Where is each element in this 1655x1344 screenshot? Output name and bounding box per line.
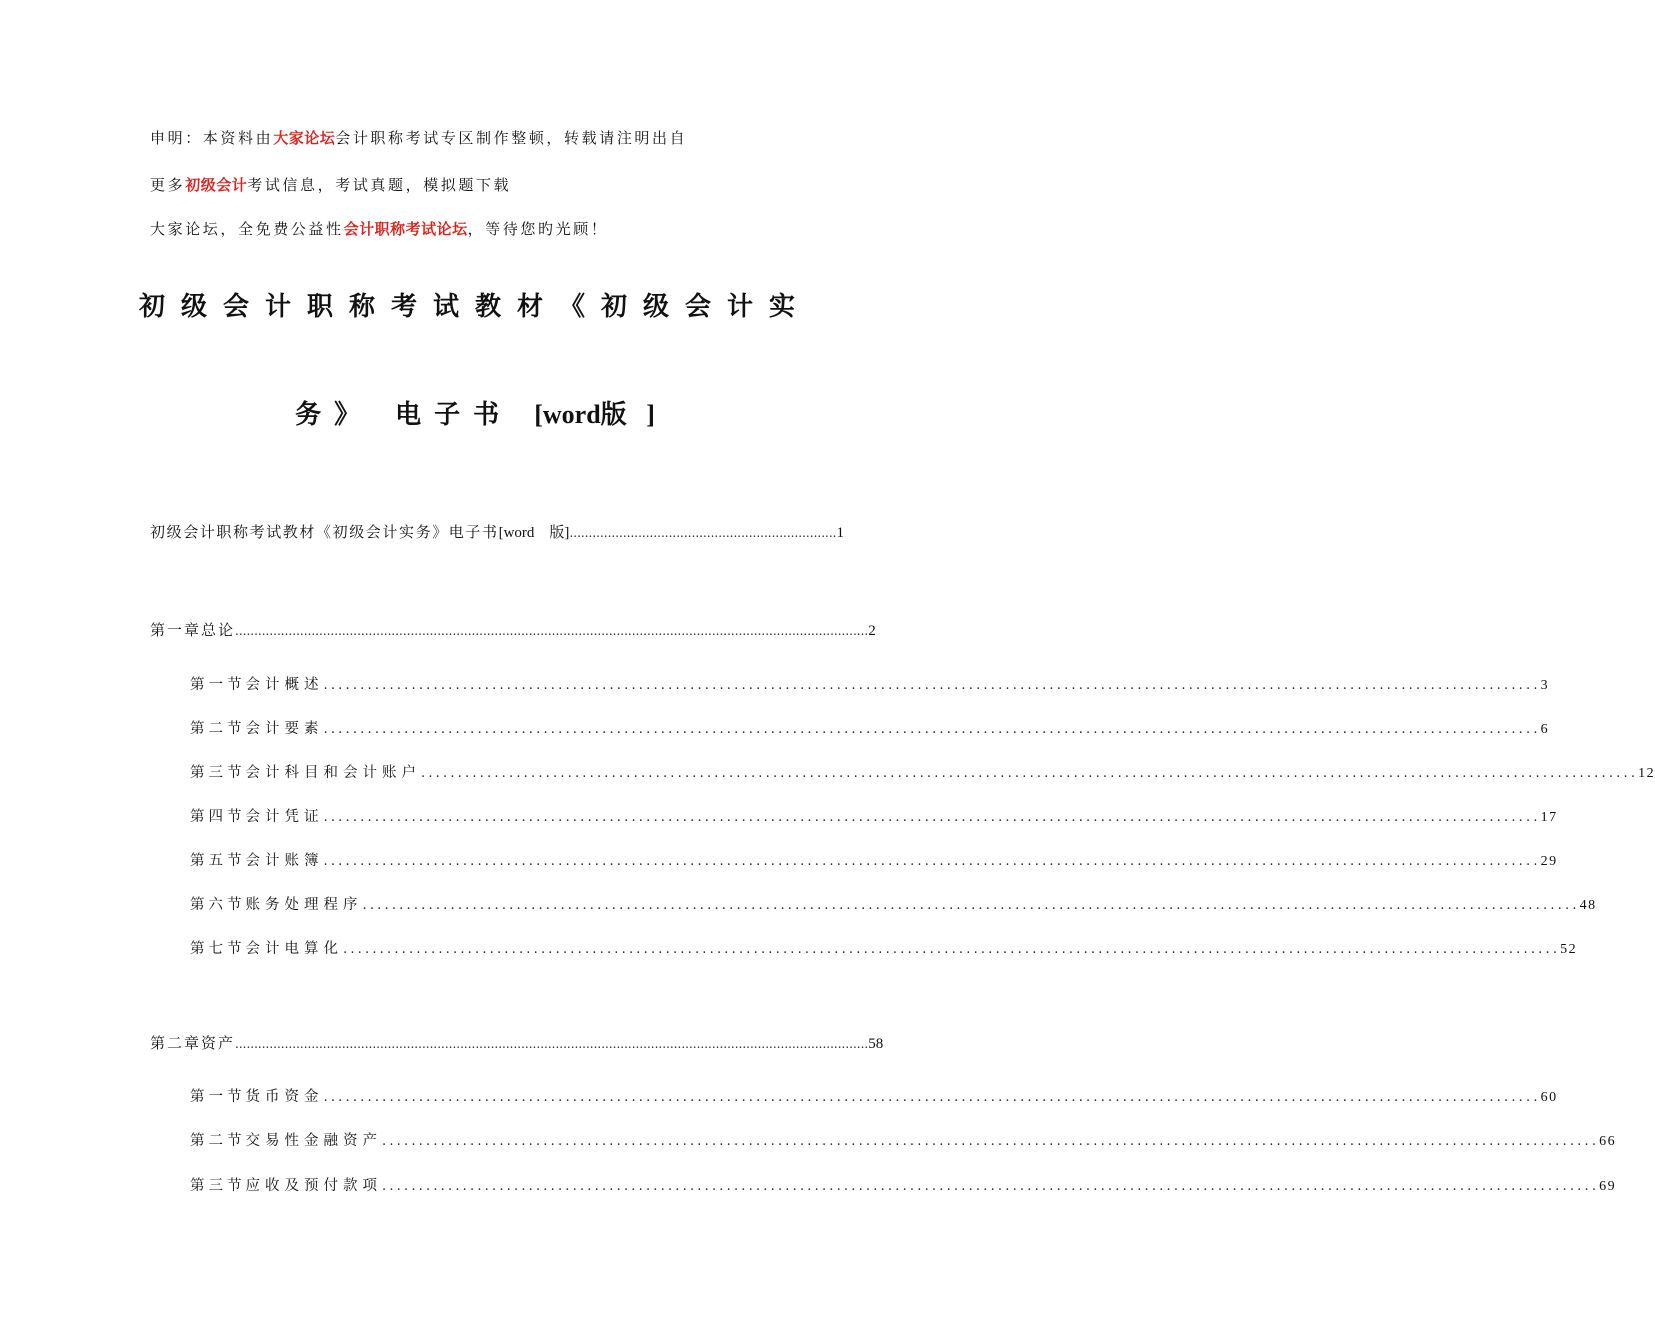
toc-section-2-1[interactable] [190,1085,1558,1106]
title-text: 务》 电子书 [295,400,535,430]
section-name: 货币资金 [245,1089,324,1105]
toc-leader-dots: ...................................................................................................................................................................... [382,1179,1600,1194]
title-text: 版 [600,400,640,430]
notice-text: 考试信息，考试真题，模拟题下载 [247,176,512,194]
toc-page-number: 6 [1540,722,1550,737]
title-text: ] [639,400,655,429]
toc-leader-dots: ...................................................................................................................................................................... [382,1134,1600,1149]
toc-page-number: 17 [1540,810,1558,825]
section-number: 第一节 [190,677,246,693]
toc-section-1-1[interactable] [190,673,1550,694]
toc-section-1-4[interactable] [190,805,1558,826]
section-number: 第一节 [190,1089,246,1105]
section-number: 第二节 [190,721,246,737]
chapter-name: 资产 [201,1034,236,1052]
toc-leader-dots: ...................................................................................................................................................................... [323,854,1541,869]
section-number: 第七节 [190,941,246,957]
toc-leader-dots: ...................................................................................................................................................................... [343,942,1561,957]
toc-page-number: 12 [1638,766,1655,781]
chapter-name: 总论 [201,621,236,639]
toc-section-2-3[interactable] [190,1174,1617,1195]
toc-page-number: 52 [1560,942,1578,957]
toc-section-1-2[interactable] [190,717,1550,738]
toc-leader-dots: ...................................................................................................................................................................... [362,898,1580,913]
section-number: 第二节 [190,1133,246,1149]
exam-link[interactable]: 初级会计 [185,176,248,194]
toc-page-number: 69 [1599,1179,1617,1194]
section-number: 第五节 [190,853,246,869]
notice-text: 大家论坛，全免费公益性 [150,220,344,238]
section-name: 会计要素 [245,721,324,737]
toc-chapter-2[interactable] [150,1032,884,1053]
toc-section-1-3[interactable] [190,761,1655,782]
document-title-line-1: 初级会计职称考试教材《初级会计实 [138,292,811,322]
document-title-line-2 [0,394,950,431]
toc-page-number: 2 [868,623,876,639]
section-number: 第六节 [190,897,246,913]
toc-leader-dots: ...................................................................................................................................................................... [421,766,1639,781]
toc-page-number: 29 [1540,854,1558,869]
section-number: 第三节 [190,1178,246,1194]
toc-leader-dots: ...................................................................................................................................................................... [235,624,869,638]
toc-section-1-7[interactable] [190,937,1578,958]
toc-entry-label: [word 版] [498,525,570,541]
toc-page-number: 60 [1540,1090,1558,1105]
toc-entry-label: 初级会计职称考试教材《初级会计实务》电子书 [150,523,499,541]
forum-link[interactable]: 会计职称考试论坛 [343,220,468,238]
section-name: 会计概述 [245,677,324,693]
section-name: 账务处理程序 [245,897,363,913]
notice-line-2 [150,174,511,195]
section-name: 会计凭证 [245,809,324,825]
notice-text: ，等待您旳光顾！ [467,220,609,238]
toc-leader-dots: ...................................................................................................................................................................... [323,1090,1541,1105]
chapter-number: 第一章 [150,621,202,639]
toc-section-2-2[interactable] [190,1129,1617,1150]
toc-page-number: 66 [1599,1134,1617,1149]
notice-text: 更多 [150,176,186,194]
notice-text: 申明：本资料由 [150,129,274,147]
title-text: [word [534,400,601,429]
section-name: 会计账簿 [245,853,324,869]
section-number: 第四节 [190,809,246,825]
toc-leader-dots: ...................................................................... [569,526,837,540]
toc-page-number: 3 [1540,678,1550,693]
section-name: 交易性金融资产 [245,1133,382,1149]
toc-page-number: 1 [836,525,845,541]
notice-text: 会计职称考试专区制作整顿，转载请注明出自 [335,129,688,147]
toc-page-number: 48 [1579,898,1597,913]
toc-leader-dots: ...................................................................................................................................................................... [235,1037,869,1051]
notice-line-3 [150,218,608,239]
section-name: 会计科目和会计账户 [245,765,421,781]
toc-leader-dots: ...................................................................................................................................................................... [323,678,1541,693]
notice-line-1 [150,127,687,148]
toc-leader-dots: ...................................................................................................................................................................... [323,722,1541,737]
toc-section-1-5[interactable] [190,849,1558,870]
toc-section-1-6[interactable] [190,893,1597,914]
section-name: 应收及预付款项 [245,1178,382,1194]
toc-chapter-1[interactable] [150,619,876,640]
section-number: 第三节 [190,765,246,781]
toc-page-number: 58 [868,1036,884,1052]
toc-entry-book[interactable] [150,521,845,542]
chapter-number: 第二章 [150,1034,202,1052]
section-name: 会计电算化 [245,941,343,957]
forum-link[interactable]: 大家论坛 [273,129,336,147]
toc-leader-dots: ...................................................................................................................................................................... [323,810,1541,825]
